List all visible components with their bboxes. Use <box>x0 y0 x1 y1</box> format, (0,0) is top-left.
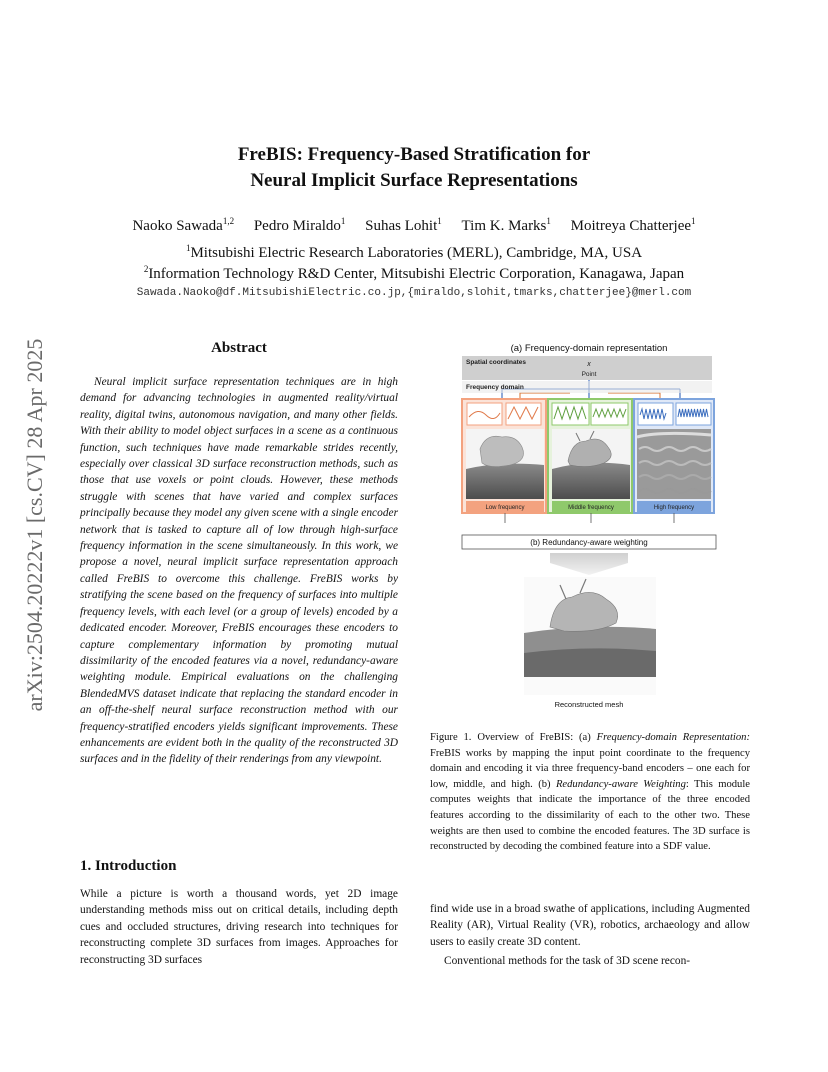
spatial-coordinates-label: Spatial coordinates <box>466 359 526 366</box>
reconstructed-mesh-label: Reconstructed mesh <box>554 700 624 709</box>
author: Pedro Miraldo$^1$ <box>253 216 346 234</box>
abstract-heading: Abstract <box>211 340 267 356</box>
figure-1 <box>430 337 748 722</box>
introduction-heading: 1. Introduction <box>80 858 177 874</box>
title-line-2: Neural Implicit Surface Representations <box>250 170 578 191</box>
paper-title <box>0 142 828 194</box>
figure-title-b: (b) Redundancy-aware weighting <box>530 538 648 547</box>
middle-frequency-render <box>552 429 630 499</box>
point-label: Point <box>581 371 597 378</box>
title-line-1: FreBIS: Frequency-Based Stratification for <box>237 144 591 165</box>
low-frequency-label: Low frequency <box>485 505 525 511</box>
author-list <box>0 216 828 235</box>
author: Tim K. Marks$^1$ <box>461 216 551 234</box>
downward-arrow <box>550 553 628 575</box>
figure-1-caption: Figure 1. Overview of FreBIS: (a) Frequency-domain Representation: FreBIS works by mapping the input point coordinate to the frequency domain and encoding it via three frequency-band encoders – one each for low, middle, and high. (b) Redundancy-aware Weighting: This module computes weights that indicate the importance of the three encoded features according to the dissimilarity of each to the other two. These weights are then used to combine the encoded features. The 3D surface is reconstructed by decoding the combined feature into a SDF value. <box>430 732 750 853</box>
connector-to-weighting <box>505 513 674 523</box>
arxiv-identifier-text: arXiv:2504.20222v1 [cs.CV] 28 Apr 2025 <box>22 338 47 712</box>
affiliation-1: $^1$Mitsubishi Electric Research Laboratories (MERL), Cambridge, MA, USA <box>185 243 643 261</box>
abstract-body: Neural implicit surface representation techniques are in high demand for advancing technologies in augmented reality/virtual reality, digital twins, autonomous navigation, and many other fields. With their ability to model object surfaces in a scene as a continuous function, such techniques have made remarkable strides recently, especially over classical 3D surface reconstruction methods, such as those that use voxels or point clouds. However, these methods struggle with scenes that have varied and complex surfaces principally because they model any given scene with a single encoder network that is tasked to capture all of low through high-surface frequency information in the scene simultaneously. In this work, we propose a novel, neural implicit surface representation approach called FreBIS to overcome this challenge. FreBIS works by stratifying the scene based on the frequency of surfaces into multiple frequency levels, with each level (or a group of levels) encoded by a dedicated encoder. Moreover, FreBIS encourages these encoders to capture complementary information by promoting mutual dissimilarity of the encoded features via a novel, redundancy-aware weighting module. Empirical evaluations on the challenging BlendedMVS dataset indicate that replacing the standard encoder in an off-the-shelf neural surface reconstruction method with our frequency-stratified encoders yields significant improvements. These enhancements are evident both in the quality of the reconstructed 3D surfaces and in the fidelity of their renderings from any viewpoint. <box>80 376 398 766</box>
high-frequency-label: High frequency <box>653 505 695 511</box>
figure-1-diagram <box>430 337 748 722</box>
right-col-paragraph-2: Conventional methods for the task of 3D scene recon- <box>444 955 691 968</box>
introduction-body: While a picture is worth a thousand words, yet 2D image understanding methods miss out on critical details, including depth cues and occluded structures, driving research into techniques for reconstructing complete 3D surfaces from images. Approaches for reconstructing 3D surfaces <box>80 888 398 966</box>
arxiv-identifier <box>10 290 60 760</box>
frequency-domain-label: Frequency domain <box>466 384 524 391</box>
author: Suhas Lohit$^1$ <box>365 216 442 234</box>
reconstructed-mesh-render <box>524 577 656 695</box>
right-col-paragraph-1: find wide use in a broad swathe of applications, including Augmented Reality (AR), Virtual Reality (VR), robotics, archaeology and allow users to easily create 3D content. <box>430 903 750 948</box>
x-label: x <box>587 361 591 368</box>
low-frequency-render <box>466 429 544 499</box>
figure-title-a: (a) Frequency-domain representation <box>510 343 668 354</box>
author: Moitreya Chatterjee$^1$ <box>570 216 696 234</box>
author-emails: Sawada.Naoko@df.MitsubishiElectric.co.jp,{miraldo,slohit,tmarks,chatterjee}@merl.com <box>136 287 692 299</box>
middle-frequency-label: Middle frequency <box>568 505 614 511</box>
right-column-body <box>430 901 750 970</box>
affiliation-2: $^2$Information Technology R&D Center, Mitsubishi Electric Corporation, Kanagawa, Japan <box>143 264 685 282</box>
high-frequency-render <box>637 429 711 499</box>
author: Naoko Sawada$^{1,2}$ <box>132 216 235 234</box>
